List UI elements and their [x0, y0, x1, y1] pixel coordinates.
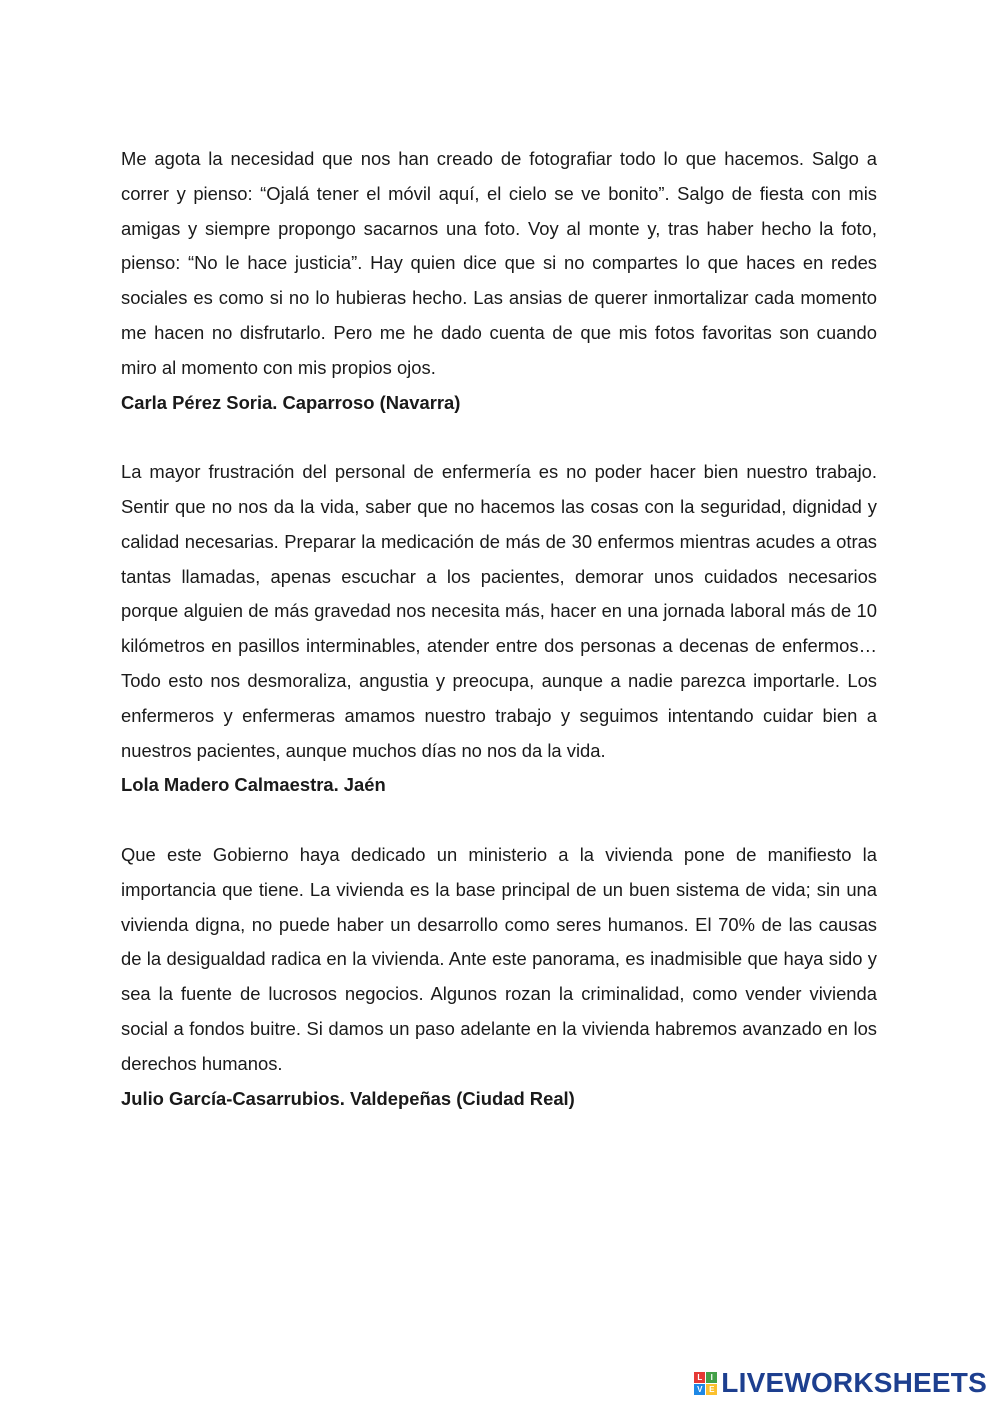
liveworksheets-watermark [694, 1368, 987, 1398]
liveworksheets-logo-icon [694, 1372, 717, 1395]
letter-1 [121, 142, 877, 420]
logo-tile: E [706, 1384, 717, 1395]
letters-page [121, 142, 877, 1116]
letter-3 [121, 838, 877, 1116]
liveworksheets-wordmark: LIVEWORKSHEETS [721, 1367, 987, 1398]
letter-author: Carla Pérez Soria. Caparroso (Navarra) [121, 391, 461, 413]
letter-body: La mayor frustración del personal de enfermería es no poder hacer bien nuestro trabajo. Sentir que no nos da la vida, saber que no hacemos las cosas con la seguridad, dignidad y calidad necesarias. Preparar la medicación de más de 30 enfermos mientras acudes a otras tantas llamadas, apenas escuchar a los pacientes, demorar unos cuidados necesarios porque alguien de más gravedad nos necesita más, hacer en una jornada laboral más de 10 kilómetros en pasillos interminables, atender entre dos personas a decenas de enfermos… Todo esto nos desmoraliza, angustia y preocupa, aunque a nadie parezca importarle. Los enfermeros y enfermeras amamos nuestro trabajo y seguimos intentando cuidar bien a nuestros pacientes, aunque muchos días no nos da la vida. [121, 461, 877, 761]
letter-2 [121, 455, 877, 803]
letter-author: Lola Madero Calmaestra. Jaén [121, 774, 386, 796]
logo-tile: I [706, 1372, 717, 1383]
letter-body: Que este Gobierno haya dedicado un ministerio a la vivienda pone de manifiesto la importancia que tiene. La vivienda es la base principal de un buen sistema de vida; sin una vivienda digna, no puede haber un desarrollo como seres humanos. El 70% de las causas de la desigualdad radica en la vivienda. Ante este panorama, es inadmisible que haya sido y sea la fuente de lucrosos negocios. Algunos rozan la criminalidad, como vender vivienda social a fondos buitre. Si damos un paso adelante en la vivienda habremos avanzado en los derechos humanos. [121, 843, 877, 1074]
logo-tile: V [694, 1384, 705, 1395]
letter-body: Me agota la necesidad que nos han creado de fotografiar todo lo que hacemos. Salgo a correr y pienso: “Ojalá tener el móvil aquí, el cielo se ve bonito”. Salgo de fiesta con mis amigas y siempre propongo sacarnos una foto. Voy al monte y, tras haber hecho la foto, pienso: “No le hace justicia”. Hay quien dice que si no compartes lo que haces en redes sociales es como si no lo hubieras hecho. Las ansias de querer inmortalizar cada momento me hacen no disfrutarlo. Pero me he dado cuenta de que mis fotos favoritas son cuando miro al momento con mis propios ojos. [121, 148, 877, 378]
letter-author: Julio García-Casarrubios. Valdepeñas (Ciudad Real) [121, 1087, 575, 1109]
logo-tile: L [694, 1372, 705, 1383]
